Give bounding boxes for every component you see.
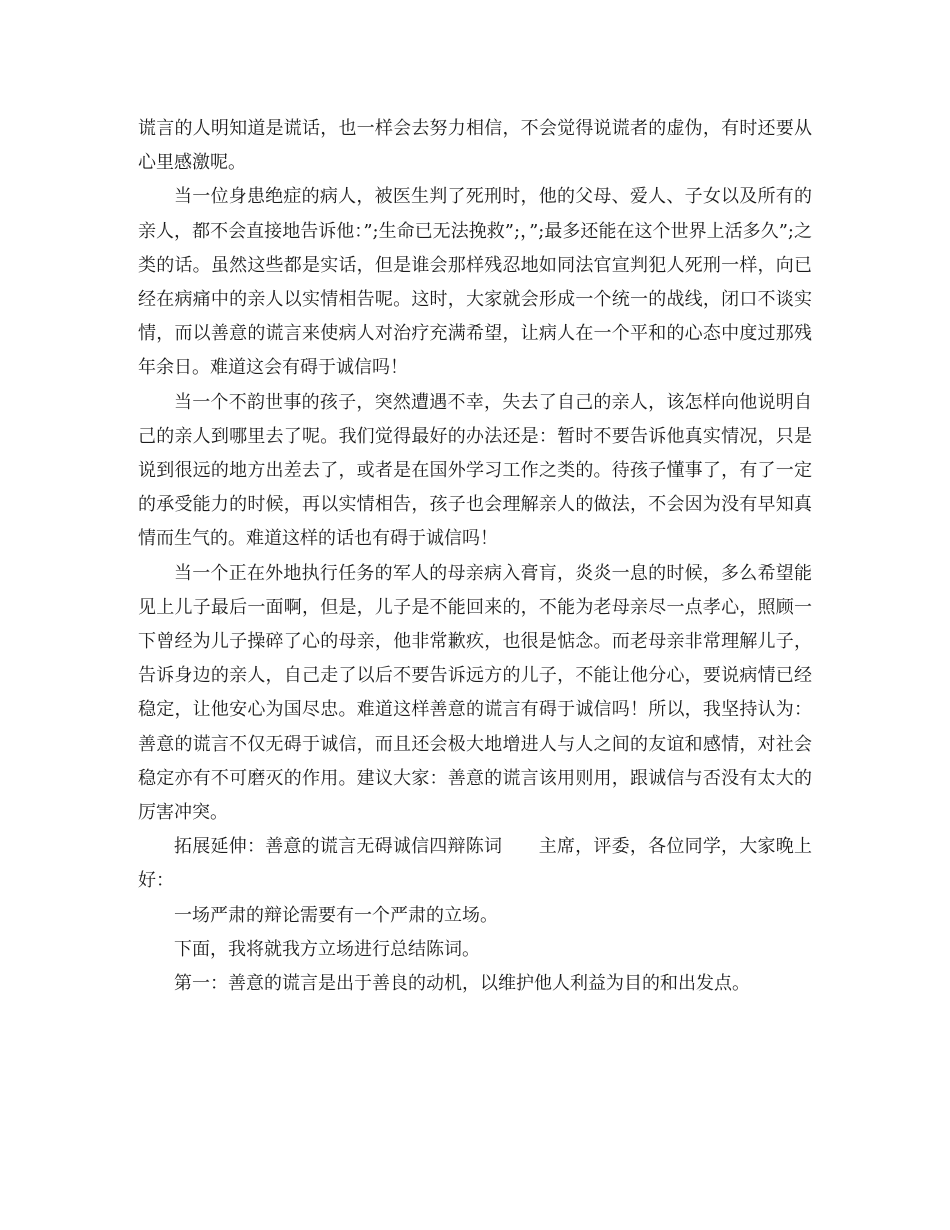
paragraph-4: 当一个正在外地执行任务的军人的母亲病入膏肓，炎炎一息的时候，多么希望能见上儿子最后一面啊，但是，儿子是不能回来的，不能为老母亲尽一点孝心，照顾一下曾经为儿子操碎了心的母亲，他非常歉疚，也很是惦念。而老母亲非常理解儿子，告诉身边的亲人，自己走了以后不要告诉远方的儿子，不能让他分心，要说病情已经稳定，让他安心为国尽忠。难道这样善意的谎言有碍于诚信吗！所以，我坚持认为：善意的谎言不仅无碍于诚信，而且还会极大地增进人与人之间的友谊和感情，对社会稳定亦有不可磨灭的作用。建议大家：善意的谎言该用则用，跟诚信与否没有太大的厉害冲突。	[138, 562, 812, 824]
paragraph-5: 拓展延伸：善意的谎言无碍诚信四辩陈词 主席，评委，各位同学，大家晚上好：	[138, 836, 812, 892]
paragraph-8: 第一：善意的谎言是出于善良的动机，以维护他人利益为目的和出发点。	[174, 973, 750, 995]
paragraph-1: 谎言的人明知道是谎话，也一样会去努力相信，不会觉得说谎者的虚伪，有时还要从心里感激呢。	[138, 118, 812, 174]
paragraph-2: 当一位身患绝症的病人，被医生判了死刑时，他的父母、爱人、子女以及所有的亲人，都不会直接地告诉他：”;生命已无法挽救”;，”;最多还能在这个世界上活多久”;之类的话。虽然这些都是实话，但是谁会那样残忍地如同法官宣判犯人死刑一样，向已经在病痛中的亲人以实情相告呢。这时，大家就会形成一个统一的战线，闭口不谈实情，而以善意的谎言来使病人对治疗充满希望，让病人在一个平和的心态中度过那残年余日。难道这会有碍于诚信吗！	[138, 186, 812, 379]
paragraph-3: 当一个不韵世事的孩子，突然遭遇不幸，失去了自己的亲人，该怎样向他说明自己的亲人到哪里去了呢。我们觉得最好的办法还是：暂时不要告诉他真实情况，只是说到很远的地方出差去了，或者是在国外学习工作之类的。待孩子懂事了，有了一定的承受能力的时候，再以实情相告，孩子也会理解亲人的做法，不会因为没有早知真情而生气的。难道这样的话也有碍于诚信吗！	[138, 391, 812, 550]
paragraph-6: 一场严肃的辩论需要有一个严肃的立场。	[174, 904, 498, 926]
document-body	[138, 112, 812, 1001]
paragraph-7: 下面，我将就我方立场进行总结陈词。	[174, 938, 480, 960]
